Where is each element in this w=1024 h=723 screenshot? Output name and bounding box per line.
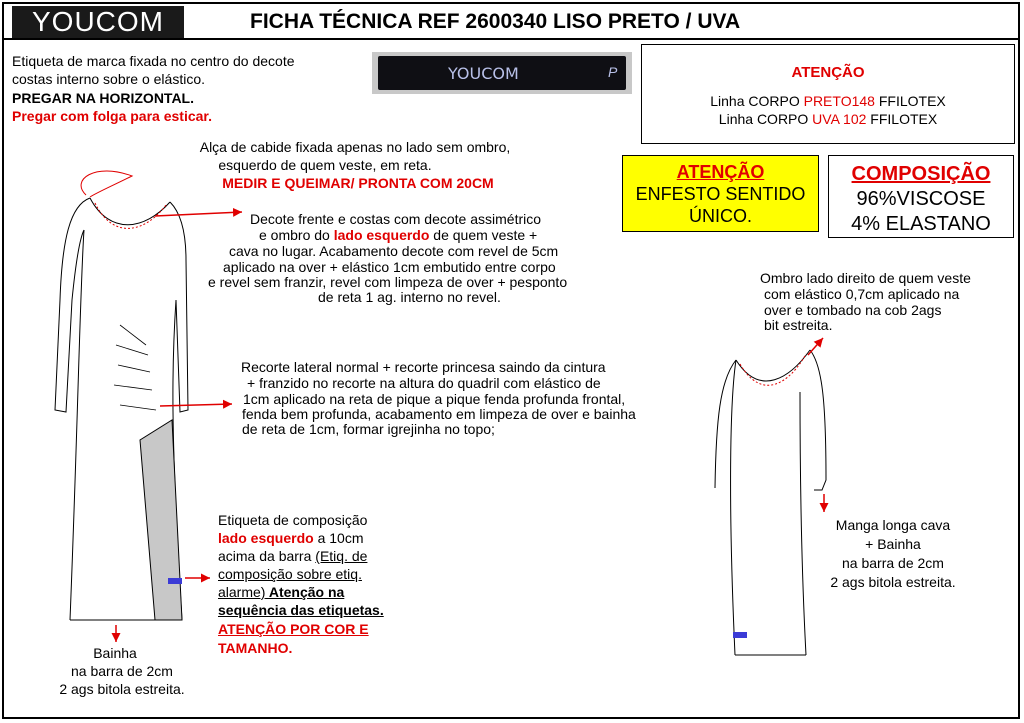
seam-line2: + franzido no recorte na altura do quadril com elástico de <box>247 375 601 391</box>
hem-line3: 2 ags bitola estreita. <box>59 681 185 697</box>
hem-line1: Bainha <box>93 645 137 661</box>
thread-line2-color: UVA 102 <box>812 111 867 127</box>
back-neckline <box>736 350 810 381</box>
neckline-line6: de reta 1 ag. interno no revel. <box>318 289 501 305</box>
comp-note-line2-a: lado esquerdo <box>218 530 314 546</box>
neckline-line3: cava no lugar. Acabamento decote com revel de 5cm <box>229 243 559 259</box>
comp-note-line3-b: (Etiq. de <box>315 548 368 564</box>
comp-note-line4: composição sobre etiq. <box>218 566 362 582</box>
sleeve-line2: + Bainha <box>865 536 921 552</box>
thread-line1-prefix: Linha CORPO <box>710 93 804 109</box>
spread-title: ATENÇÃO <box>676 162 765 182</box>
comp-note-line2-b: a 10cm <box>313 530 364 546</box>
neckline-line2-c: de quem veste + <box>429 227 538 243</box>
brand-label-line4: Pregar com folga para esticar. <box>12 108 212 124</box>
back-left-sleeve <box>715 360 736 488</box>
thread-line2-prefix: Linha CORPO <box>718 111 813 127</box>
brand-label-line1: Etiqueta de marca fixada no centro do decote <box>12 53 295 69</box>
spread-line1: ENFESTO SENTIDO <box>635 184 806 204</box>
front-left-sleeve <box>55 198 90 412</box>
neckline-line4: aplicado na over + elástico 1cm embutido entre corpo <box>223 259 556 275</box>
spread-line2: ÚNICO. <box>689 206 752 226</box>
sleeve-line4: 2 ags bitola estreita. <box>830 574 956 590</box>
composition-title: COMPOSIÇÃO <box>851 163 991 185</box>
thread-line1-suffix: FFILOTEX <box>874 93 946 109</box>
front-hanger-loop <box>81 171 132 197</box>
seam-line5: de reta de 1cm, formar igrejinha no topo; <box>242 421 495 437</box>
thread-attention-title: ATENÇÃO <box>791 64 865 81</box>
front-body-left <box>70 230 84 620</box>
seam-line3: 1cm aplicado na reta de pique a pique fenda profunda frontal, <box>243 391 626 407</box>
shoulder-line1: Ombro lado direito de quem veste <box>760 270 971 286</box>
neckline-line2-b: lado esquerdo <box>333 227 430 243</box>
hem-line2: na barra de 2cm <box>71 663 173 679</box>
comp-note-line5-b: Atenção na <box>265 584 345 600</box>
sleeve-line3: na barra de 2cm <box>842 555 944 571</box>
back-left-side <box>731 360 736 655</box>
composition-line2: 4% ELASTANO <box>851 213 991 235</box>
front-gather-lines <box>114 325 156 410</box>
arrow-seam <box>160 404 232 406</box>
back-composition-label <box>733 632 747 638</box>
back-right-side <box>800 392 806 655</box>
seam-line1: Recorte lateral normal + recorte princesa saindo da cintura <box>241 359 606 375</box>
hanger-line3: MEDIR E QUEIMAR/ PRONTA COM 20CM <box>222 175 494 191</box>
thread-line2-suffix: FFILOTEX <box>866 111 938 127</box>
back-dress-sketch <box>715 350 826 655</box>
comp-note-line5-a: alarme) <box>218 584 266 600</box>
brand-label-line3: PREGAR NA HORIZONTAL. <box>12 90 194 106</box>
shoulder-line2: com elástico 0,7cm aplicado na <box>764 286 960 302</box>
hanger-line1: Alça de cabide fixada apenas no lado sem ombro, <box>199 139 511 155</box>
comp-note-line6: sequência das etiquetas. <box>218 602 384 618</box>
arrow-neckline <box>155 212 242 216</box>
thread-line1-color: PRETO148 <box>803 93 875 109</box>
brand-logo: YOUCOM <box>12 6 184 38</box>
composition-line1: 96%VISCOSE <box>856 188 986 210</box>
front-composition-label <box>168 578 182 584</box>
back-right-shoulder <box>810 350 826 490</box>
comp-note-line8: TAMANHO. <box>218 640 293 656</box>
arrow-shoulder <box>808 338 823 355</box>
brand-label-line2: costas interno sobre o elástico. <box>12 71 205 87</box>
hanger-line2: esquerdo de quem veste, em reta. <box>218 157 432 173</box>
neckline-line5: e revel sem franzir, revel com limpeza de over + pesponto <box>208 274 568 290</box>
front-slit <box>140 420 182 620</box>
shoulder-line4: bit estreita. <box>764 317 833 333</box>
page-title: FICHA TÉCNICA REF 2600340 LISO PRETO / UVA <box>250 10 741 33</box>
front-neckline <box>90 198 170 225</box>
comp-note-line7: ATENÇÃO POR COR E <box>218 621 369 637</box>
neckline-line1: Decote frente e costas com decote assimétrico <box>250 211 542 227</box>
comp-note-line1: Etiqueta de composição <box>218 512 368 528</box>
label-brand-text: YOUCOM <box>448 64 519 83</box>
comp-note-line3-a: acima da barra <box>218 548 316 564</box>
front-dress-sketch <box>55 171 188 620</box>
shoulder-line3: over e tombado na cob 2ags <box>764 302 942 318</box>
seam-line4: fenda bem profunda, acabamento em limpeza de over e bainha <box>242 406 636 422</box>
sleeve-line1: Manga longa cava <box>835 517 951 533</box>
label-size-text: P <box>608 64 618 80</box>
neckline-line2-a: e ombro do <box>259 227 334 243</box>
